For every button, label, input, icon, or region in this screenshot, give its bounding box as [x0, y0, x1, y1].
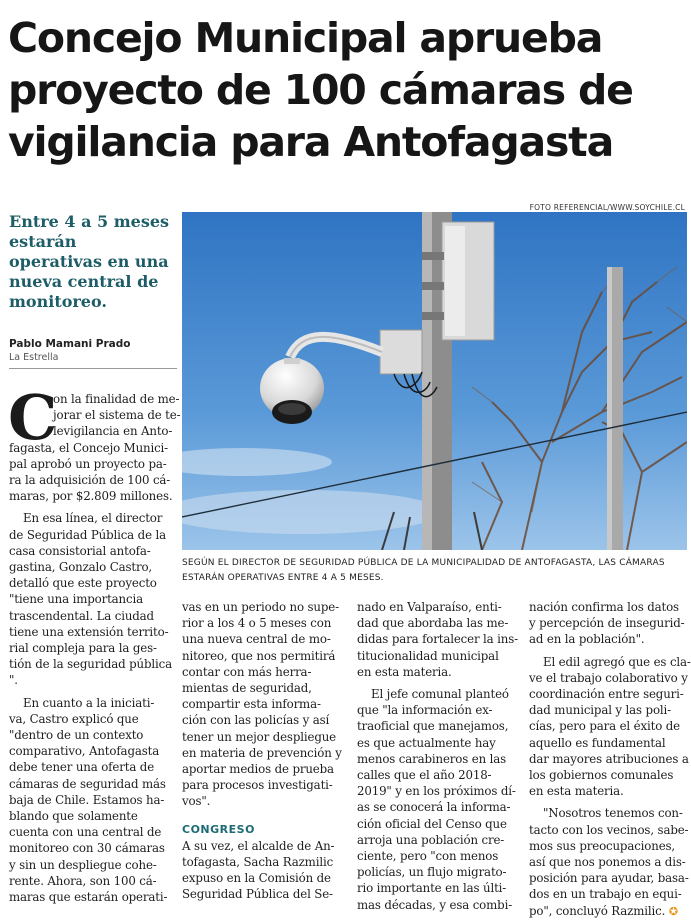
- security-camera-photo: [182, 212, 687, 550]
- section-subhead-congreso: CONGRESO: [182, 822, 255, 836]
- drop-cap: C: [8, 381, 58, 454]
- text-line: traoficial que manejamos,: [357, 719, 509, 734]
- text-line: ción con las policías y así: [182, 713, 330, 728]
- caption-line: SEGÚN EL DIRECTOR DE SEGURIDAD PÚBLICA DE LA MUNICIPALIDAD DE ANTOFAGASTA, LAS CÁMARAS: [182, 558, 665, 568]
- text-line: los gobiernos comunales: [529, 768, 674, 783]
- text-line: nitoreo, que nos permitirá: [182, 648, 336, 663]
- text-line: ciente, pero "con menos: [357, 849, 499, 864]
- deck-line: nueva central de: [9, 272, 159, 291]
- text-line: monitoreo con 30 cámaras: [9, 841, 165, 856]
- text-line: didas para fortalecer la ins-: [357, 632, 518, 647]
- text-line: blando que solamente: [9, 809, 138, 824]
- text-line: Seguridad Pública del Se-: [182, 887, 333, 902]
- text-line: y percepción de insegurid-: [529, 616, 685, 631]
- text-line: cías, pero para el éxito de: [529, 719, 680, 734]
- text-line: "Nosotros tenemos con-: [543, 806, 683, 821]
- caption-line: ESTARÁN OPERATIVAS ENTRE 4 A 5 MESES.: [182, 573, 384, 583]
- text-line: levigilancia en Anto-: [53, 424, 173, 439]
- text-line: El edil agregó que es cla-: [543, 654, 691, 669]
- text-line: vos".: [182, 794, 211, 809]
- text-line: dad municipal y las poli-: [529, 703, 671, 718]
- text-line: calles que el año 2018-: [357, 768, 492, 783]
- text-line: mas décadas, y esa combi-: [357, 897, 513, 912]
- text-line: rior a los 4 o 5 meses con: [182, 616, 332, 631]
- article-column-1: [9, 391, 181, 905]
- text-line: ve el trabajo colaborativo y: [529, 670, 688, 685]
- text-line: así que nos ponemos a dis-: [529, 855, 686, 870]
- text-line: debe tener una oferta de: [9, 760, 155, 775]
- text-line: vas en un periodo no supe-: [182, 600, 339, 614]
- text-line: titucionalidad municipal: [357, 648, 499, 663]
- text-line: es que actualmente hay: [357, 735, 496, 750]
- end-of-article-icon: ✪: [668, 904, 678, 918]
- text-line: nado en Valparaíso, enti-: [357, 600, 502, 614]
- headline-line: vigilancia para Antofagasta: [8, 118, 614, 166]
- text-line: en materia de prevención y: [182, 745, 342, 760]
- text-line: en esta materia.: [357, 664, 452, 679]
- headline-line: proyecto de 100 cámaras de: [8, 66, 633, 114]
- text-line: detalló que este proyecto: [9, 576, 157, 591]
- headline: [8, 12, 688, 168]
- article-column-2: [182, 599, 350, 903]
- text-line: menos carabineros en las: [357, 751, 507, 766]
- byline-divider: [9, 368, 177, 369]
- deck-line: estarán: [9, 232, 77, 251]
- text-line: gastina, Gonzalo Castro,: [9, 560, 153, 575]
- text-line: posición para ayudar, basa-: [529, 871, 689, 886]
- text-line: expuso en la Comisión de: [182, 871, 331, 886]
- text-line: comparativo, Antofagasta: [9, 744, 160, 759]
- text-line: tofagasta, Sacha Razmilic: [182, 855, 334, 870]
- text-line: dar mayores atribuciones a: [529, 751, 689, 766]
- text-line: po", concluyó Razmilic. ✪: [529, 903, 678, 918]
- deck-line: monitoreo.: [9, 292, 107, 311]
- text-line: en esta materia.: [529, 784, 624, 799]
- text-line: arroja una población cre-: [357, 832, 505, 847]
- photo-caption: [182, 556, 687, 586]
- text-line: trascendental. La ciudad: [9, 608, 154, 623]
- text-line: mientas de seguridad,: [182, 681, 312, 696]
- text-line: baja de Chile. Estamos ha-: [9, 792, 165, 807]
- text-line: de Seguridad Pública de la: [9, 527, 167, 542]
- article-column-3: [357, 599, 522, 913]
- text-line: contar con más herra-: [182, 664, 312, 679]
- text-line: fagasta, el Concejo Munici-: [9, 440, 169, 455]
- text-line: tacto con los vecinos, sabe-: [529, 822, 689, 837]
- text-line: rente. Ahora, son 100 cá-: [9, 873, 157, 888]
- byline-author: Pablo Mamani Prado: [9, 338, 131, 350]
- text-line: para procesos investigati-: [182, 778, 333, 793]
- text-line: maras, por $2.809 millones.: [9, 489, 173, 504]
- text-line: rio importante en las últi-: [357, 881, 507, 896]
- text-line: casa consistorial antofa-: [9, 543, 151, 558]
- text-line: A su vez, el alcalde de An-: [182, 838, 335, 853]
- text-line: cuenta con una central de: [9, 825, 162, 840]
- text-line: dad que abordaba las me-: [357, 616, 509, 631]
- deck-line: Entre 4 a 5 meses: [9, 212, 170, 231]
- text-line: pal aprobó un proyecto pa-: [9, 456, 167, 471]
- text-line: tión de la seguridad pública: [9, 657, 172, 672]
- deck-line: operativas en una: [9, 252, 169, 271]
- text-line: que "la información ex-: [357, 703, 493, 718]
- text-line: on la finalidad de me-: [53, 392, 180, 406]
- text-line: En cuanto a la iniciati-: [23, 695, 155, 710]
- article-column-4: [529, 599, 691, 920]
- text-line: 2019" y en los próximos dí-: [357, 784, 516, 799]
- text-line: aportar medios de prueba: [182, 762, 334, 777]
- text-line: maras que estarán operati-: [9, 890, 168, 905]
- text-line: una nueva central de mo-: [182, 632, 331, 647]
- text-line: ad en la población".: [529, 632, 645, 647]
- photo-credit: FOTO REFERENCIAL/WWW.SOYCHILE.CL: [529, 203, 685, 212]
- text-line: cámaras de seguridad más: [9, 776, 166, 791]
- text-line: rial compleja para la ges-: [9, 641, 157, 656]
- text-line: ".: [9, 673, 18, 688]
- text-line: as se conocerá la informa-: [357, 800, 511, 815]
- text-line: tener un mejor despliegue: [182, 729, 336, 744]
- text-line: dos en un trabajo en equi-: [529, 887, 682, 902]
- text-line: ra la adquisición de 100 cá-: [9, 473, 171, 488]
- headline-line: Concejo Municipal aprueba: [8, 14, 603, 62]
- text-line: En esa línea, el director: [23, 511, 163, 526]
- text-line: policías, un flujo migrato-: [357, 865, 507, 880]
- text-line: "tiene una importancia: [9, 592, 143, 607]
- text-line: compartir esta informa-: [182, 697, 321, 712]
- text-line: "dentro de un contexto: [9, 728, 144, 743]
- text-line: tiene una extensión territo-: [9, 624, 169, 639]
- text-line: mos sus preocupaciones,: [529, 838, 676, 853]
- text-line: y sin un despliegue cohe-: [9, 857, 157, 872]
- text-line: ción oficial del Censo que: [357, 816, 507, 831]
- byline-publication: La Estrella: [9, 352, 59, 363]
- text-line: aquello es fundamental: [529, 735, 666, 750]
- text-line: va, Castro explicó que: [9, 711, 139, 726]
- text-line: jorar el sistema de te-: [53, 408, 181, 423]
- deck-subheadline: [9, 212, 179, 312]
- text-line: nación confirma los datos: [529, 600, 679, 614]
- text-line: El jefe comunal planteó: [371, 687, 509, 702]
- text-line: coordinación entre seguri-: [529, 687, 684, 702]
